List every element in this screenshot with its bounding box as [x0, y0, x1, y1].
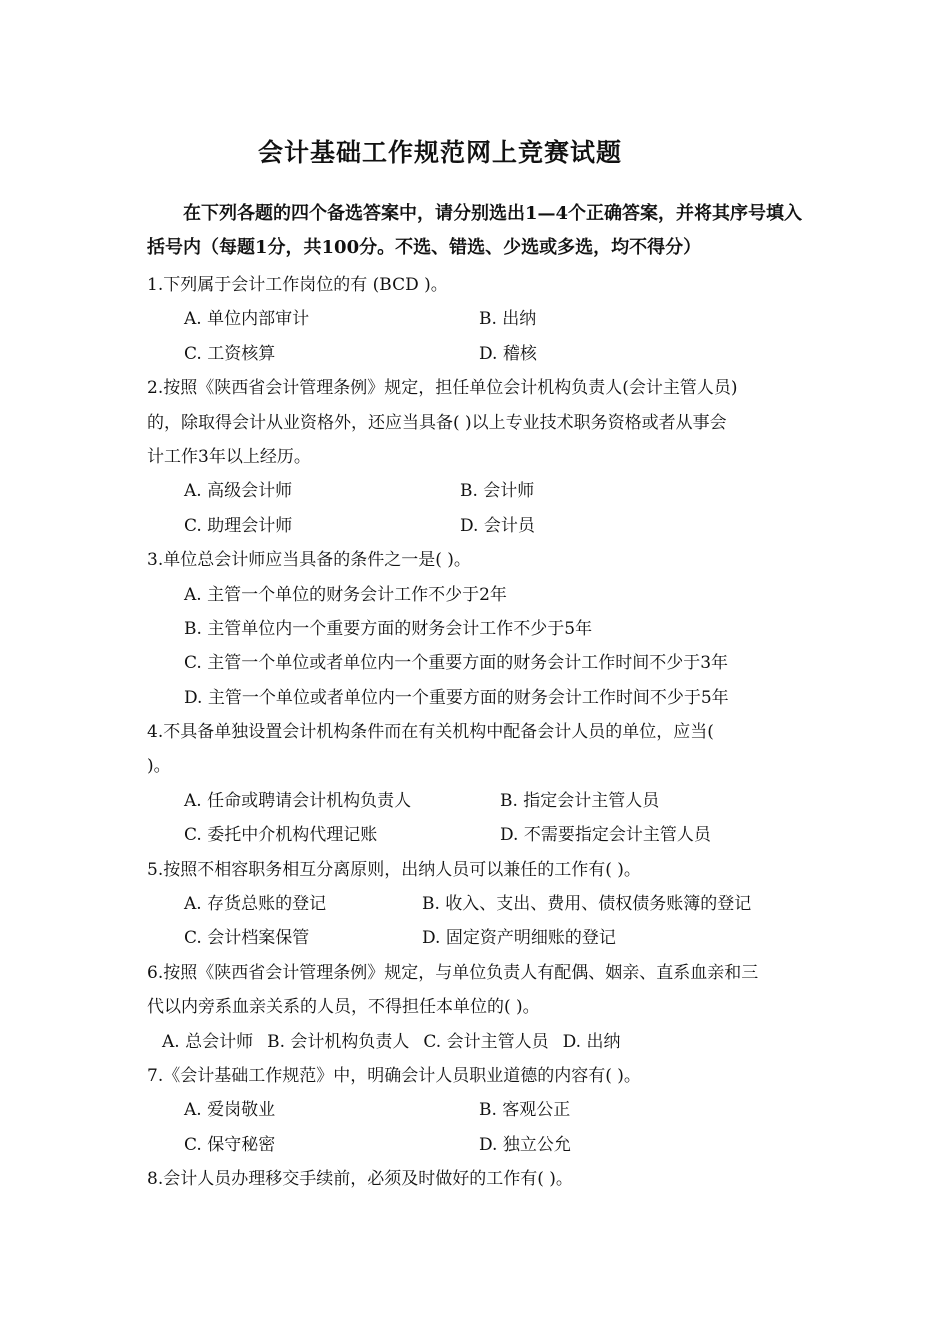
question-2-stem-line-2: 的，除取得会计从业资格外，还应当具备( )以上专业技术职务资格或者从事会	[147, 412, 727, 433]
question-2-option-a: A. 高级会计师	[184, 481, 293, 502]
question-6-options-row	[147, 1025, 812, 1059]
question-3-option-d: D. 主管一个单位或者单位内一个重要方面的财务会计工作时间不少于5年	[184, 687, 729, 708]
question-2-option-b: B. 会计师	[460, 481, 535, 502]
question-4-option-c: C. 委托中介机构代理记账	[184, 825, 378, 846]
question-list	[147, 268, 812, 1197]
question-5-options-row-2	[147, 921, 812, 955]
question-6-stem-line-2: 代以内旁系血亲关系的人员，不得担任本单位的( )。	[147, 997, 540, 1018]
question-4-options-row-2	[147, 818, 812, 852]
question-6-option-c: C. 会计主管人员	[423, 1031, 549, 1052]
question-6-stem-line-1: 6.按照《陕西省会计管理条例》规定，与单位负责人有配偶、姻亲、直系血亲和三	[147, 962, 759, 983]
question-5-option-c: C. 会计档案保管	[184, 928, 310, 949]
question-5-option-a: A. 存货总账的登记	[184, 894, 327, 915]
question-7-option-a: A. 爱岗敬业	[184, 1100, 276, 1121]
question-1-stem: 1.下列属于会计工作岗位的有 (BCD )。	[147, 275, 448, 295]
question-4-options-row-1	[147, 784, 812, 818]
question-1-options-row-1	[147, 302, 812, 336]
question-3-option-b: B. 主管单位内一个重要方面的财务会计工作不少于5年	[184, 618, 593, 639]
question-6-option-d: D. 出纳	[562, 1031, 621, 1052]
question-1-option-a: A. 单位内部审计	[184, 309, 310, 330]
question-3-stem: 3.单位总会计师应当具备的条件之一是( )。	[147, 550, 471, 571]
question-6-option-a: A. 总会计师	[162, 1031, 254, 1052]
question-3-option-a: A. 主管一个单位的财务会计工作不少于2年	[184, 584, 507, 605]
question-5-option-b: B. 收入、支出、费用、债权债务账簿的登记	[422, 894, 752, 915]
question-7-options-row-1	[147, 1093, 812, 1127]
question-4-option-a: A. 任命或聘请会计机构负责人	[184, 790, 412, 811]
question-1-option-d: D. 稽核	[479, 343, 537, 364]
question-4-option-d: D. 不需要指定会计主管人员	[500, 825, 711, 846]
instructions-paragraph: 在下列各题的四个备选答案中，请分别选出1—4个正确答案，并将其序号填入括号内（每题1分，共100分。不选、错选、少选或多选，均不得分）	[147, 203, 803, 258]
question-2-stem-line-1: 2.按照《陕西省会计管理条例》规定，担任单位会计机构负责人(会计主管人员)	[147, 378, 738, 399]
question-2-stem-line-3: 计工作3年以上经历。	[147, 446, 311, 467]
question-5-option-d: D. 固定资产明细账的登记	[422, 928, 616, 949]
question-3-option-c: C. 主管一个单位或者单位内一个重要方面的财务会计工作时间不少于3年	[184, 653, 729, 674]
question-5-stem: 5.按照不相容职务相互分离原则，出纳人员可以兼任的工作有( )。	[147, 859, 641, 880]
question-2-options-row-1	[147, 474, 812, 508]
question-6-option-b: B. 会计机构负责人	[267, 1031, 410, 1052]
question-4-stem-line-1: 4.不具备单独设置会计机构条件而在有关机构中配备会计人员的单位，应当(	[147, 722, 714, 743]
question-7-stem: 7.《会计基础工作规范》中，明确会计人员职业道德的内容有( )。	[147, 1065, 641, 1086]
question-4-stem-line-2: )。	[147, 756, 171, 777]
question-2-option-c: C. 助理会计师	[184, 515, 293, 536]
question-7-options-row-2	[147, 1128, 812, 1162]
question-4-option-b: B. 指定会计主管人员	[500, 790, 660, 811]
question-1-option-b: B. 出纳	[479, 309, 537, 330]
question-5-options-row-1	[147, 887, 812, 921]
question-8-stem: 8.会计人员办理移交手续前，必须及时做好的工作有( )。	[147, 1169, 573, 1190]
page-title: 会计基础工作规范网上竞赛试题	[257, 138, 622, 167]
question-7-option-c: C. 保守秘密	[184, 1134, 276, 1155]
question-2-option-d: D. 会计员	[460, 515, 535, 536]
question-7-option-d: D. 独立公允	[479, 1134, 571, 1155]
question-7-option-b: B. 客观公正	[479, 1100, 571, 1121]
question-1-option-c: C. 工资核算	[184, 343, 276, 364]
question-2-options-row-2	[147, 509, 812, 543]
question-1-options-row-2	[147, 337, 812, 371]
